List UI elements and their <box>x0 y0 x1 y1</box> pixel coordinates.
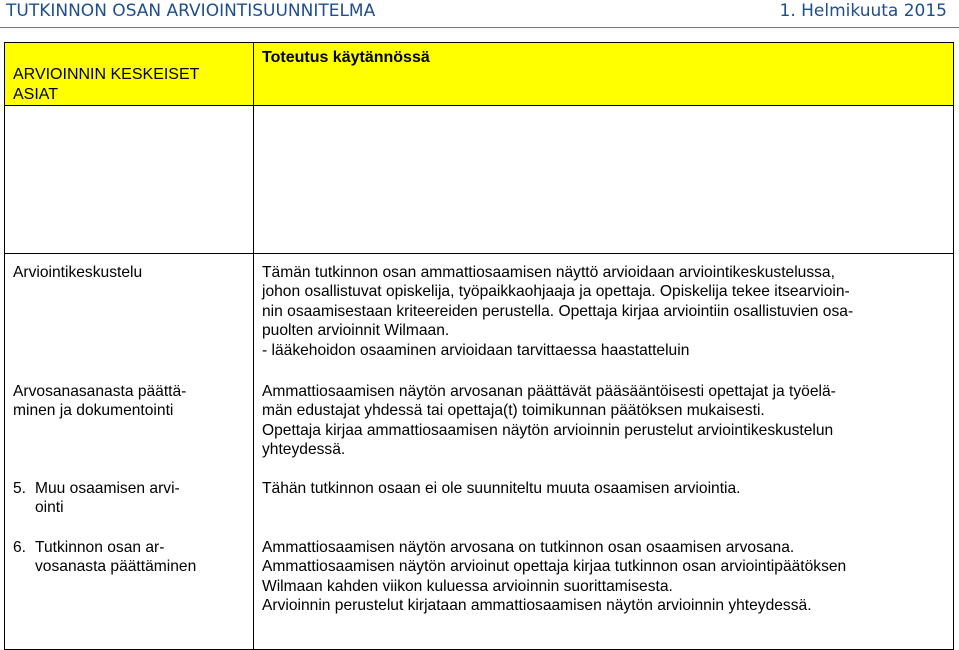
paragraph-line: nin osaamisestaan kriteereiden perustella. Opettaja kirjaa arviointiin osallistuvien osa- <box>262 302 854 320</box>
label-text: vosanasta päättäminen <box>35 558 197 576</box>
label-arviointikeskustelu <box>13 263 247 282</box>
document-date: 1. Helmikuuta 2015 <box>779 1 947 21</box>
header-cell-right <box>254 43 954 106</box>
paragraph-line: Arvioinnin perustelut kirjataan ammattiosaamisen näytön arvioinnin yhteydessä. <box>262 597 812 615</box>
paragraph-line: yhteydessä. <box>262 441 346 459</box>
label-muu-osaaminen <box>13 479 247 518</box>
label-text: Arvosanasanasta päättä- <box>13 383 187 400</box>
label-text: minen ja dokumentointi <box>13 402 174 420</box>
item-number: 6. <box>13 539 27 556</box>
table-header-row <box>5 43 954 106</box>
label-text: Tutkinnon osan ar- <box>35 539 165 556</box>
table-content-row <box>5 254 954 650</box>
label-text: Muu osaamisen arvi- <box>35 480 180 497</box>
label-tutkinnon-osan-arvosana <box>13 538 247 577</box>
table-blank-row <box>5 106 954 254</box>
blank-cell-left <box>5 106 254 254</box>
page-header <box>0 0 959 28</box>
assessment-plan-table <box>4 42 954 650</box>
paragraph-line: män edustajat yhdessä tai opettaja(t) toimikunnan päätöksen mukaisesti. <box>262 402 765 420</box>
paragraph-line: - lääkehoidon osaaminen arvioidaan tarvittaessa haastatteluin <box>262 341 690 359</box>
criteria-column <box>5 254 254 650</box>
paragraph-line: Wilmaan kahden viikon kuluessa arvioinnin suorittamisesta. <box>262 577 673 595</box>
paragraph-line: Ammattiosaamisen näytön arvosana on tutkinnon osan osaamisen arvosana. <box>262 539 795 556</box>
paragraph-line: Ammattiosaamisen näytön arvioinut opettaja kirjaa tutkinnon osan arviointipäätöksen <box>262 558 847 576</box>
text-arvosana <box>262 382 945 460</box>
paragraph-line: Ammattiosaamisen näytön arvosanan päättävät pääsääntöisesti opettajat ja työelä- <box>262 383 836 400</box>
header-left-line: ARVIOINNIN KESKEISET <box>13 66 200 83</box>
label-text: Arviointikeskustelu <box>13 264 143 281</box>
text-muu-osaaminen <box>262 479 945 498</box>
blank-cell-right <box>254 106 954 254</box>
item-number: 5. <box>13 480 27 497</box>
text-arviointikeskustelu <box>262 263 945 360</box>
paragraph-line: puolten arvioinnit Wilmaan. <box>262 322 450 340</box>
text-tutkinnon-osan-arvosana <box>262 538 945 616</box>
label-arvosana <box>13 382 247 421</box>
paragraph-line: Tämän tutkinnon osan ammattiosaamisen näyttö arvioidaan arviointikeskustelussa, <box>262 264 835 281</box>
header-cell-left <box>5 43 254 106</box>
header-right-label: Toteutus käytännössä <box>262 49 430 66</box>
implementation-column <box>254 254 954 650</box>
paragraph-line: Tähän tutkinnon osaan ei ole suunniteltu muuta osaamisen arviointia. <box>262 480 741 497</box>
label-text: ointi <box>35 499 64 517</box>
header-left-line: ASIAT <box>13 86 59 103</box>
document-title: TUTKINNON OSAN ARVIOINTISUUNNITELMA <box>6 1 376 21</box>
paragraph-line: Opettaja kirjaa ammattiosaamisen näytön arvioinnin perustelut arviointikeskustelun <box>262 421 834 439</box>
paragraph-line: johon osallistuvat opiskelija, työpaikkaohjaaja ja opettaja. Opiskelija tekee itsearvioin- <box>262 283 850 301</box>
header-divider <box>0 27 959 28</box>
